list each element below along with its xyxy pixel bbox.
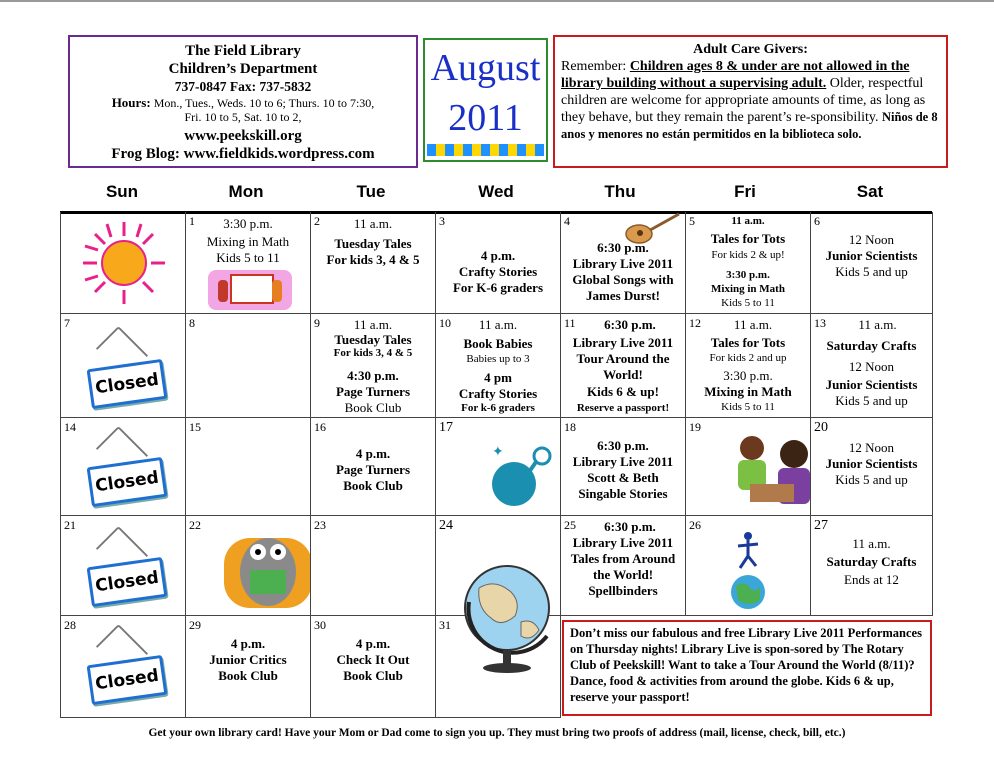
event-audience: Kids 5 and up [835,393,908,408]
calendar-cell-aug-22 [186,516,311,616]
calendar-cell-aug-15 [186,418,311,516]
science-kids-icon [728,428,811,514]
event-audience: For kids 2 and up [709,352,787,364]
calendar-cell-aug-14 [61,418,186,516]
event-time: 11 a.m. [478,317,518,332]
day-mon: Mon [228,182,264,201]
day-tue: Tue [356,182,386,201]
day-sat: Sat [856,182,884,201]
microphone-singer-icon [488,442,558,512]
date-number: 23 [314,518,326,532]
department-name: Children’s Department [168,61,318,77]
date-number: 15 [189,420,201,434]
date-number: 27 [814,518,828,533]
event-time: 4 p.m. [355,636,391,651]
event-time: 12 Noon [848,440,895,455]
event-detail: Tales from Around [570,551,676,566]
event-title: Mixing in Math [704,384,792,399]
event-time: 6:30 p.m. [604,317,656,332]
day-fri: Fri [734,182,756,201]
event-title: Crafty Stories [458,386,538,401]
website-link[interactable]: www.peekskill.org [184,128,302,144]
date-number: 3 [439,214,445,228]
event-title: Junior Scientists [825,248,918,263]
event-title: Junior Scientists [825,377,918,392]
event-title: Library Live 2011 [572,256,674,271]
calendar-cell-aug-25 [561,516,686,616]
calendar-cell-aug-20 [811,418,933,516]
calendar-cell-aug-5 [686,212,811,314]
blog-link[interactable]: Frog Blog: www.fieldkids.wordpress.com [111,146,375,162]
date-number: 18 [564,420,576,434]
event-note: Reserve a passport! [576,402,670,414]
date-number: 1 [189,214,195,228]
calendar-cell-aug-27 [811,516,933,616]
event-detail: Tour Around the [576,351,670,366]
event-detail: Scott & Beth [587,470,659,485]
month-year: 2011 [448,97,523,139]
top-rule [0,0,994,2]
event-time: 6:30 p.m. [604,519,656,534]
library-info-box [68,35,418,168]
event-audience: Kids 5 to 11 [721,401,775,413]
hours-line-2: Fri. 10 to 5, Sat. 10 to 2, [184,110,302,124]
month-name: August [430,47,541,89]
event-time: 3:30 p.m. [723,368,773,383]
calendar-cell-aug-12 [686,314,811,418]
date-number: 16 [314,420,326,434]
event-audience: Kids 6 & up! [587,384,659,399]
date-number: 20 [814,420,828,435]
event-detail: Book Club [343,478,403,493]
hours [70,96,416,124]
caregivers-text [561,58,940,143]
calendar-cell-aug-9 [311,314,436,418]
event-audience: Kids 5 and up [835,264,908,279]
globe-icon [455,552,565,677]
calendar-cell-aug-23 [311,516,436,616]
calendar-cell-aug-21 [61,516,186,616]
calendar-cell-aug-3 [436,212,561,314]
date-number: 6 [814,214,820,228]
event-title: Mixing in Math [206,234,290,249]
event-time: 4 p.m. [355,446,391,461]
date-number: 17 [439,420,453,435]
event-time: 11 a.m. [852,536,891,551]
calendar-cell-aug-7 [61,314,186,418]
event-title: Tales for Tots [710,335,786,350]
event-audience: Kids 5 and up [835,472,908,487]
note-text: Don’t miss our fabulous and free Library Live 2011 Performances on Thursday nights! Library Live is spon-sored by The Rotary Club of Peekskill! Want to take a Tour Around the World (8/11)? Dance, food & activities from around the globe. Kids 6 & up, reserve your passport! [570,626,922,704]
day-wed: Wed [478,182,514,201]
event-detail: Book Club [344,400,402,415]
date-number: 14 [64,420,76,434]
calendar-cell-aug-11 [561,314,686,418]
event-title: Page Turners [335,462,411,477]
event-detail: Spellbinders [588,583,658,598]
event-detail: Book Club [218,668,278,683]
library-name: The Field Library [185,43,301,59]
event-audience: For kids 3, 4 & 5 [326,252,420,267]
date-number: 29 [189,618,201,632]
calendar-cell-aug-2 [311,212,436,314]
kids-chalkboard-icon [208,270,292,310]
date-number: 30 [314,618,326,632]
date-number: 10 [439,316,451,330]
event-title: Library Live 2011 [572,535,674,550]
date-number: 25 [564,518,576,532]
date-number: 26 [689,518,701,532]
event-time: 3:30 p.m. [726,269,770,281]
event-audience: Kids 5 to 11 [216,250,280,265]
event-detail: the World! [592,567,654,582]
event-audience: For K-6 graders [452,280,544,295]
event-audience: For kids 2 & up! [711,249,785,261]
caregivers-rest: Older, respectful children are welcome for appropriate amounts of time, as long as they behave, but they remain the parent’s re-sponsibility. [561,76,926,125]
closed-sign: Closed [87,557,168,607]
decorative-strip [427,144,544,156]
calendar-cell-aug-8 [186,314,311,418]
event-title: Page Turners [335,384,411,399]
calendar-cell-aug-10 [436,314,561,418]
date-number: 22 [189,518,201,532]
event-time: 4 p.m. [230,636,266,651]
calendar-cell-aug-26 [686,516,811,616]
event-time: 4 pm [484,370,512,385]
date-number: 19 [689,420,701,434]
date-number: 12 [689,316,701,330]
event-time: 12 Noon [848,359,895,374]
person-on-globe-icon [724,530,774,610]
event-time: 4 p.m. [480,248,516,263]
event-title: Tuesday Tales [334,332,412,347]
event-time: 3:30 p.m. [223,216,273,231]
date-number: 8 [189,316,195,330]
event-time: 11 a.m. [353,216,393,231]
caregivers-notice [553,35,948,168]
day-sun: Sun [105,182,139,201]
event-detail: James Durst! [585,288,660,303]
event-audience: For kids 3, 4 & 5 [333,347,413,359]
calendar-cell-aug-6 [811,212,933,314]
calendar-cell-empty [61,212,186,314]
footer-text: Get your own library card! Have your Mom or Dad come to sign you up. They must bring two proofs of address (mail, license, check, bill, etc.) [148,727,846,739]
library-live-note [562,620,932,716]
spanish-notice: Niños de 8 anos y menores no están permitidos en la biblioteca solo. [561,110,938,141]
date-number: 11 [564,316,576,330]
calendar-cell-aug-29 [186,616,311,718]
date-number: 2 [314,214,320,228]
date-number: 24 [439,518,453,533]
phone-fax: 737-0847 Fax: 737-5832 [174,79,312,94]
event-title: Tuesday Tales [334,236,412,251]
event-time: 11 a.m. [858,317,897,332]
remember-label: Remember: [561,59,630,74]
event-audience: Babies up to 3 [466,353,530,365]
event-note: Ends at 12 [844,572,899,587]
event-time: 11 a.m. [731,215,765,227]
hours-line-1: Mon., Tues., Weds. 10 to 6; Thurs. 10 to 7:30, [153,96,375,110]
calendar-cell-aug-1 [186,212,311,314]
event-audience: Kids 5 to 11 [721,297,775,309]
event-title: Book Babies [463,336,533,351]
hours-label: Hours: [111,95,151,110]
day-thu: Thu [604,182,636,201]
reading-owl-icon [218,522,311,616]
event-detail: World! [603,367,643,382]
caregivers-title: Adult Care Givers: [693,42,808,57]
event-time: 6:30 p.m. [597,438,649,453]
calendar-cell-aug-30 [311,616,436,718]
sun-icon [79,218,169,308]
closed-sign: Closed [87,457,168,507]
date-number: 9 [314,316,320,330]
date-number: 21 [64,518,76,532]
event-detail: Singable Stories [578,486,668,501]
event-title: Library Live 2011 [572,454,674,469]
event-title: Junior Critics [209,652,287,667]
svg-text:✦: ✦ [492,444,504,460]
event-title: Saturday Crafts [826,338,917,353]
event-audience: For k-6 graders [461,402,535,414]
event-time: 11 a.m. [733,317,773,332]
date-number: 5 [689,214,695,228]
calendar-cell-aug-13 [811,314,933,418]
event-detail: Global Songs with [572,272,674,287]
age-rule: Children ages 8 & under are not allowed in the library building without a supervising adult. [561,59,910,91]
date-number: 13 [814,316,826,330]
calendar-cell-aug-16 [311,418,436,516]
calendar-cell-aug-17 [436,418,561,516]
date-number: 31 [439,618,451,632]
closed-sign: Closed [87,655,168,705]
month-box [423,38,548,162]
date-number: 4 [564,214,570,228]
calendar-cell-aug-28 [61,616,186,718]
weekday-header [60,175,932,214]
event-title: Crafty Stories [458,264,538,279]
calendar-cell-aug-19 [686,418,811,516]
event-title: Library Live 2011 [572,335,674,350]
event-title: Junior Scientists [825,456,918,471]
event-title: Tales for Tots [710,231,786,246]
calendar-cell-aug-18 [561,418,686,516]
event-title: Check It Out [336,652,410,667]
event-title: Mixing in Math [711,283,785,295]
date-number: 28 [64,618,76,632]
event-time: 4:30 p.m. [347,368,399,383]
event-detail: Book Club [343,668,403,683]
calendar-cell-aug-4 [561,212,686,314]
event-title: Saturday Crafts [826,554,917,569]
closed-sign: Closed [87,359,168,409]
event-time: 6:30 p.m. [597,240,649,255]
event-time: 12 Noon [848,232,895,247]
event-time: 11 a.m. [353,317,393,332]
date-number: 7 [64,316,70,330]
